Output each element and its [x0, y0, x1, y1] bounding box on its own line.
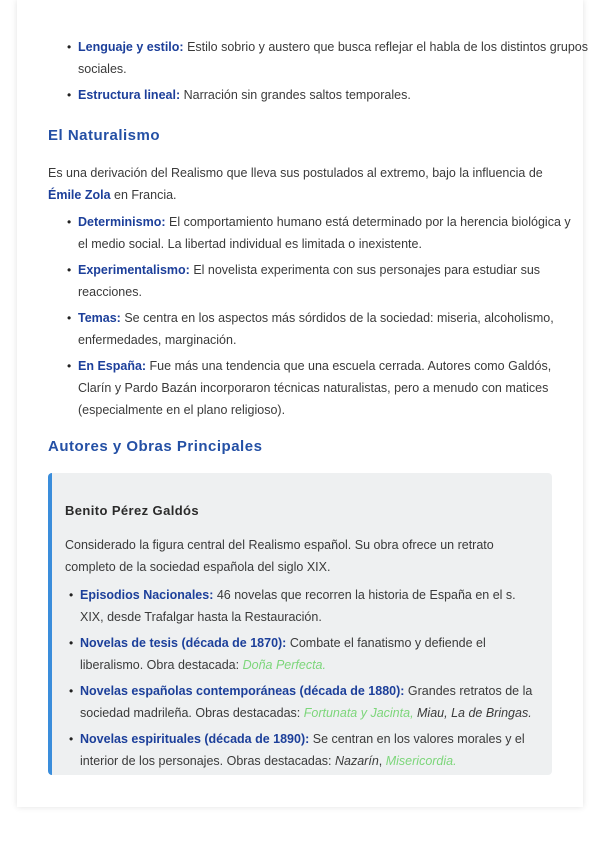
list-item-text: El comportamiento humano está determinado por la herencia biológica y el medio social. La libertad individual es limitada o inexistente.: [78, 215, 571, 251]
list-item-term: Novelas espirituales (década de 1890):: [80, 732, 310, 746]
list-item-term: Novelas de tesis (década de 1870):: [80, 636, 287, 650]
list-item-term: Determinismo:: [78, 215, 166, 229]
list-item-text: 46 novelas que recorren la historia de España en el s. XIX, desde Trafalgar hasta la Restauración.: [80, 588, 516, 624]
realismo-features-list: [63, 36, 588, 110]
list-item-term: Experimentalismo:: [78, 263, 190, 277]
author-name-zola: Émile Zola: [48, 188, 111, 202]
list-item-text: Fue más una tendencia que una escuela cerrada. Autores como Galdós, Clarín y Pardo Bazán incorporaron técnicas naturalistas, pero a menudo con matices (especialmente en el plano religioso).: [78, 359, 552, 417]
naturalismo-features-list: [63, 211, 573, 425]
list-item: [78, 84, 588, 106]
list-item-text: Combate el fanatismo y defiende el liberalismo. Obra destacada:: [80, 636, 486, 672]
section-heading-autores: Autores y Obras Principales: [48, 438, 263, 455]
list-item-text: Grandes retratos de la sociedad madrileña. Obras destacadas:: [80, 684, 533, 720]
list-item: [78, 307, 573, 351]
list-item: [80, 632, 540, 676]
work-link-misericordia[interactable]: Misericordia: [385, 754, 454, 768]
document-page: [17, 0, 588, 807]
list-item-term: Novelas españolas contemporáneas (década de 1880):: [80, 684, 405, 698]
punctuation: .: [322, 658, 326, 672]
punctuation: ,: [378, 754, 386, 768]
work-title-miau: Miau: [417, 706, 445, 720]
card-description: Considerado la figura central del Realismo español. Su obra ofrece un retrato completo de la sociedad española del siglo XIX.: [65, 538, 494, 574]
list-item: [80, 728, 540, 772]
author-card-galdos: [48, 473, 552, 775]
list-item: [78, 259, 573, 303]
work-link-fortunata-y-jacinta[interactable]: Fortunata y Jacinta: [303, 706, 411, 720]
list-item-text: Estilo sobrio y austero que busca reflejar el habla de los distintos grupos sociales.: [78, 40, 588, 76]
list-item-term: En España:: [78, 359, 147, 373]
list-item: [78, 211, 573, 255]
section-heading-naturalismo: El Naturalismo: [48, 127, 161, 144]
work-title-la-de-bringas: La de Bringas: [451, 706, 529, 720]
punctuation: .: [453, 754, 457, 768]
list-item-term: Episodios Nacionales:: [80, 588, 214, 602]
list-item-term: Estructura lineal:: [78, 88, 181, 102]
work-title-nazarin: Nazarín: [335, 754, 379, 768]
list-item-term: Temas:: [78, 311, 121, 325]
work-link-dona-perfecta[interactable]: Doña Perfecta: [242, 658, 323, 672]
card-title: Benito Pérez Galdós: [65, 503, 200, 518]
punctuation: ,: [410, 706, 418, 720]
naturalismo-intro: [48, 162, 548, 206]
list-item-text: Narración sin grandes saltos temporales.: [180, 88, 411, 102]
galdos-works-list: [65, 584, 540, 772]
punctuation: ,: [444, 706, 452, 720]
list-item-text: Se centra en los aspectos más sórdidos de la sociedad: miseria, alcoholismo, enfermedades, marginación.: [78, 311, 554, 347]
list-item-term: Lenguaje y estilo:: [78, 40, 184, 54]
intro-text-end: en Francia.: [110, 188, 177, 202]
intro-text: Es una derivación del Realismo que lleva sus postulados al extremo, bajo la influencia de: [48, 166, 543, 180]
list-item: [80, 584, 540, 628]
punctuation: .: [528, 706, 532, 720]
list-item-text: Se centran en los valores morales y el interior de los personajes. Obras destacadas:: [80, 732, 525, 768]
list-item: [80, 680, 540, 724]
list-item-text: El novelista experimenta con sus personajes para estudiar sus reacciones.: [78, 263, 541, 299]
list-item: [78, 36, 588, 80]
list-item: [78, 355, 573, 421]
